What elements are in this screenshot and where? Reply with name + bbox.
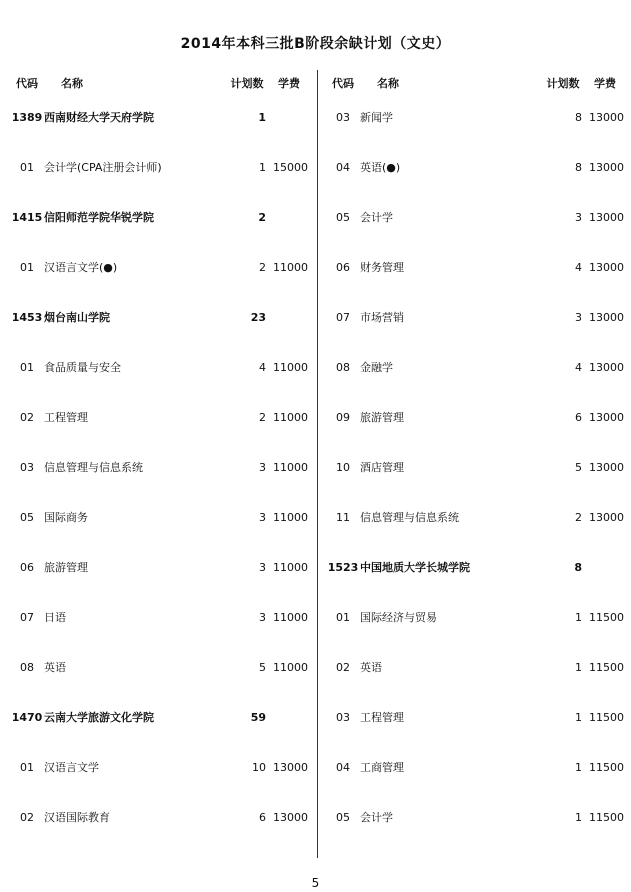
row-plan: 10 [252,761,266,774]
row-name: 汉语国际教育 [44,811,110,824]
row-code: 1415 [11,211,43,224]
row-name: 工商管理 [360,761,404,774]
row-plan: 3 [259,561,266,574]
row-plan: 1 [575,711,582,724]
row-fee: 11000 [273,561,308,574]
row-code: 1389 [11,111,43,124]
row-fee: 11000 [273,611,308,624]
row-plan: 1 [575,811,582,824]
row-name: 旅游管理 [360,411,404,424]
row-fee: 13000 [273,811,308,824]
row-name: 会计学 [360,211,393,224]
header-fee: 学费 [278,77,300,90]
right-column [322,76,631,826]
major-row [322,710,631,726]
major-row [322,460,631,476]
row-code: 09 [336,411,350,424]
major-row [322,160,631,176]
row-fee: 11000 [273,261,308,274]
row-name: 工程管理 [360,711,404,724]
row-name: 财务管理 [360,261,404,274]
row-plan: 3 [259,611,266,624]
row-fee: 11500 [589,611,624,624]
header-plan: 计划数 [230,77,264,90]
row-code: 03 [336,711,350,724]
major-row [6,560,316,576]
row-name: 信息管理与信息系统 [360,511,459,524]
institution-row [6,210,316,226]
row-plan: 2 [259,261,266,274]
row-name: 信息管理与信息系统 [44,461,143,474]
major-row [6,160,316,176]
row-fee: 11500 [589,761,624,774]
row-plan: 3 [259,511,266,524]
row-plan: 2 [258,211,266,224]
row-code: 1453 [11,311,43,324]
row-code: 1470 [11,711,43,724]
row-code: 05 [20,511,34,524]
row-plan: 5 [259,661,266,674]
row-plan: 23 [250,311,266,324]
row-fee: 13000 [589,261,624,274]
row-plan: 6 [575,411,582,424]
row-name: 国际商务 [44,511,88,524]
row-code: 05 [336,211,350,224]
row-code: 10 [336,461,350,474]
row-code: 11 [336,511,350,524]
left-column [6,76,316,826]
left-rows [6,110,316,826]
right-header-row [322,76,631,92]
row-plan: 5 [575,461,582,474]
row-code: 04 [336,761,350,774]
row-code: 02 [336,661,350,674]
row-name: 金融学 [360,361,393,374]
row-plan: 4 [259,361,266,374]
row-name: 会计学(CPA注册会计师) [44,161,162,174]
row-fee: 15000 [273,161,308,174]
row-name: 酒店管理 [360,461,404,474]
row-name: 日语 [44,611,66,624]
major-row [322,760,631,776]
row-plan: 3 [575,311,582,324]
row-name: 食品质量与安全 [44,361,121,374]
row-plan: 4 [575,261,582,274]
major-row [322,360,631,376]
major-row [6,510,316,526]
row-fee: 11000 [273,461,308,474]
major-row [6,410,316,426]
major-row [6,760,316,776]
header-code: 代码 [332,77,354,90]
row-plan: 2 [575,511,582,524]
header-name: 名称 [61,77,83,90]
major-row [322,260,631,276]
row-fee: 13000 [589,461,624,474]
row-plan: 8 [575,111,582,124]
row-fee: 11500 [589,711,624,724]
row-plan: 59 [250,711,266,724]
row-code: 01 [336,611,350,624]
row-code: 03 [20,461,34,474]
row-name: 英语(●) [360,161,401,174]
row-code: 01 [20,161,34,174]
row-fee: 13000 [589,361,624,374]
row-name: 西南财经大学天府学院 [44,111,154,124]
row-plan: 1 [575,761,582,774]
row-plan: 1 [259,161,266,174]
row-code: 01 [20,261,34,274]
row-plan: 8 [574,561,582,574]
row-plan: 2 [259,411,266,424]
page-number: 5 [311,876,320,890]
row-plan: 6 [259,811,266,824]
row-name: 云南大学旅游文化学院 [44,711,154,724]
row-fee: 11000 [273,361,308,374]
header-plan: 计划数 [546,77,580,90]
row-name: 信阳师范学院华锐学院 [44,211,154,224]
row-code: 08 [20,661,34,674]
major-row [322,610,631,626]
row-fee: 11000 [273,511,308,524]
header-code: 代码 [16,77,38,90]
header-name: 名称 [377,77,399,90]
row-plan: 1 [258,111,266,124]
page-title: 2014年本科三批B阶段余缺计划（文史） [180,36,451,52]
institution-row [6,710,316,726]
row-name: 国际经济与贸易 [360,611,437,624]
major-row [322,210,631,226]
row-code: 02 [20,811,34,824]
row-plan: 8 [575,161,582,174]
row-fee: 11500 [589,661,624,674]
row-name: 市场营销 [360,311,404,324]
major-row [322,110,631,126]
major-row [322,310,631,326]
major-row [322,510,631,526]
row-code: 03 [336,111,350,124]
row-plan: 4 [575,361,582,374]
row-code: 07 [20,611,34,624]
left-header-row [6,76,316,92]
major-row [6,810,316,826]
row-code: 06 [336,261,350,274]
row-fee: 13000 [589,411,624,424]
header-fee: 学费 [594,77,616,90]
major-row [322,660,631,676]
institution-row [6,310,316,326]
row-fee: 11000 [273,661,308,674]
row-plan: 1 [575,611,582,624]
row-fee: 13000 [589,161,624,174]
row-fee: 13000 [273,761,308,774]
row-plan: 3 [575,211,582,224]
row-code: 04 [336,161,350,174]
row-name: 烟台南山学院 [44,311,110,324]
row-name: 汉语言文学 [44,761,99,774]
row-fee: 11500 [589,811,624,824]
row-fee: 13000 [589,311,624,324]
major-row [6,660,316,676]
right-rows [322,110,631,826]
institution-row [322,560,631,576]
major-row [322,410,631,426]
institution-row [6,110,316,126]
row-name: 英语 [44,661,66,674]
row-name: 会计学 [360,811,393,824]
row-code: 08 [336,361,350,374]
row-plan: 3 [259,461,266,474]
row-code: 01 [20,361,34,374]
row-plan: 1 [575,661,582,674]
row-code: 05 [336,811,350,824]
row-fee: 13000 [589,211,624,224]
row-name: 新闻学 [360,111,393,124]
major-row [6,610,316,626]
major-row [6,260,316,276]
column-divider [317,70,318,858]
row-name: 中国地质大学长城学院 [360,561,470,574]
row-name: 英语 [360,661,382,674]
row-name: 汉语言文学(●) [44,261,118,274]
row-code: 1523 [327,561,359,574]
row-fee: 11000 [273,411,308,424]
row-fee: 13000 [589,111,624,124]
row-fee: 13000 [589,511,624,524]
major-row [6,460,316,476]
row-name: 工程管理 [44,411,88,424]
row-code: 07 [336,311,350,324]
row-code: 02 [20,411,34,424]
major-row [6,360,316,376]
major-row [322,810,631,826]
row-code: 01 [20,761,34,774]
row-name: 旅游管理 [44,561,88,574]
row-code: 06 [20,561,34,574]
